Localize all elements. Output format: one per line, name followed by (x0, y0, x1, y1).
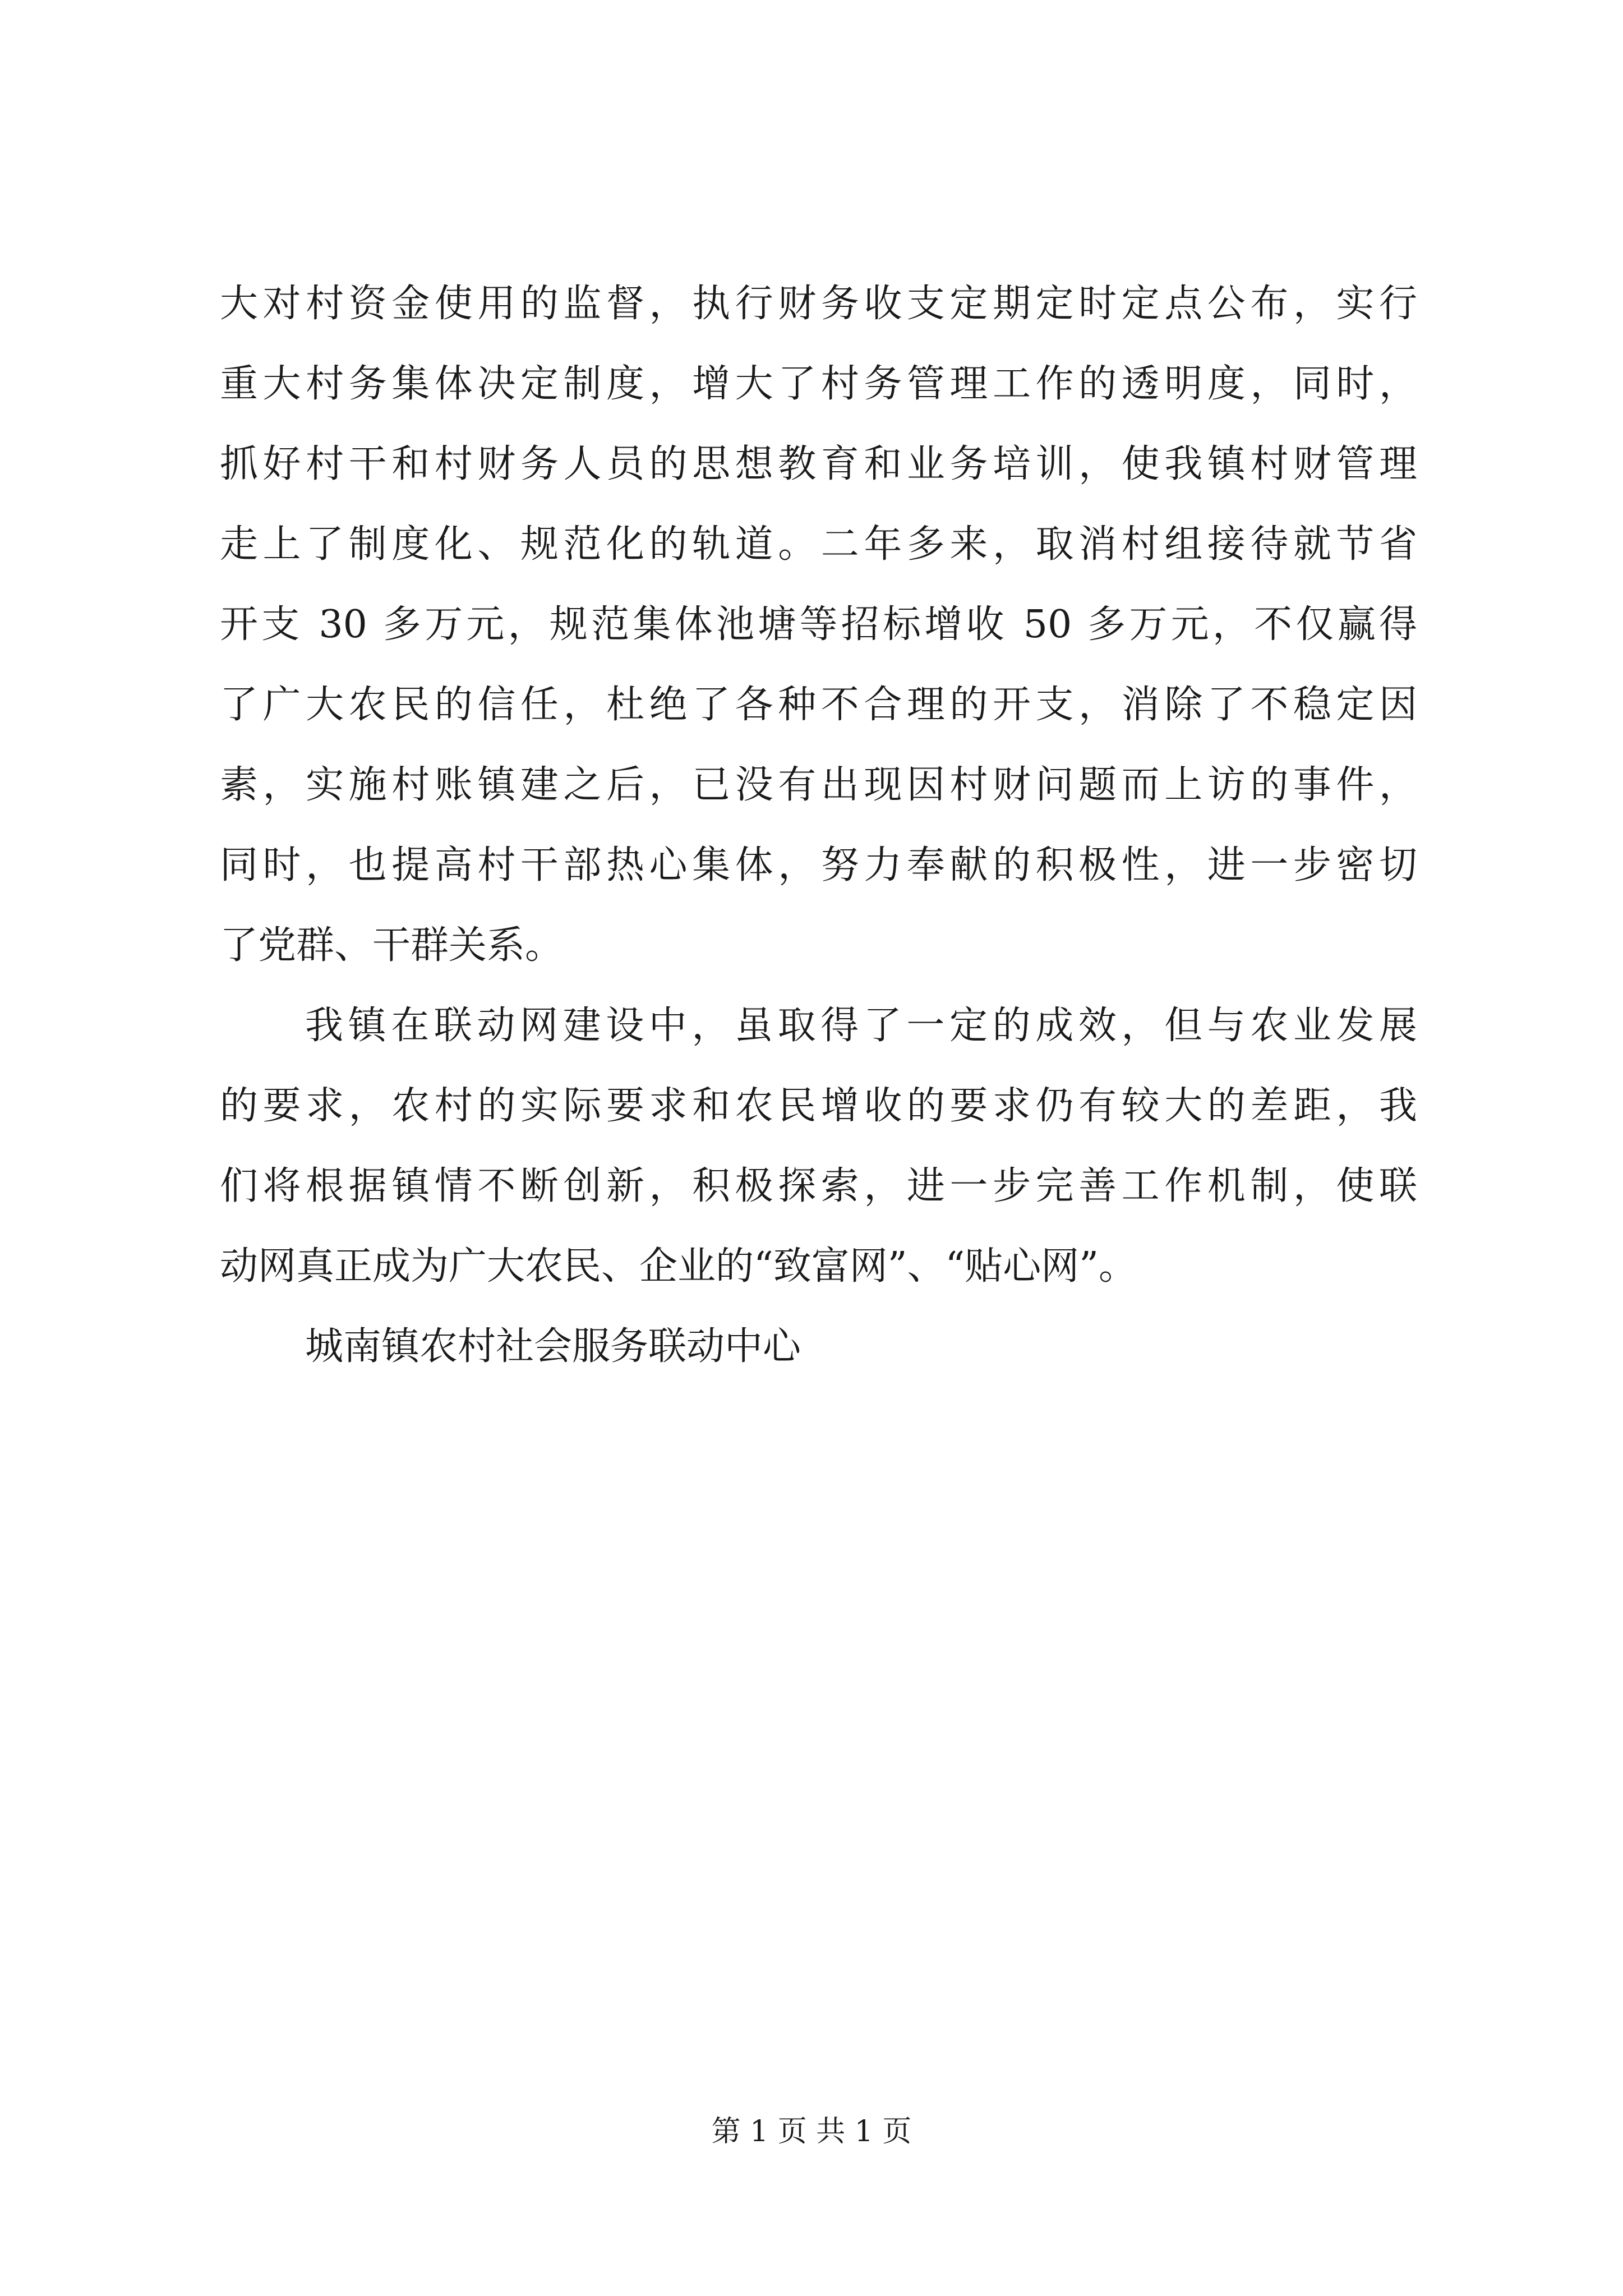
signature: 城南镇农村社会服务联动中心 (305, 1324, 801, 1369)
paragraph-line: 开支 30 多万元，规范集体池塘等招标增收 50 多万元，不仅赢得 (220, 602, 1417, 647)
paragraph-line: 的要求，农村的实际要求和农民增收的要求仍有较大的差距，我 (220, 1084, 1417, 1128)
paragraph-line: 重大村务集体决定制度，增大了村务管理工作的透明度，同时， (220, 362, 1417, 406)
paragraph-line: 同时，也提高村干部热心集体，努力奉献的积极性，进一步密切 (220, 843, 1417, 887)
paragraph-line: 我镇在联动网建设中，虽取得了一定的成效，但与农业发展 (305, 1004, 1417, 1048)
paragraph-line: 大对村资金使用的监督，执行财务收支定期定时定点公布，实行 (220, 282, 1417, 326)
paragraph-line: 素，实施村账镇建之后，已没有出现因村财问题而上访的事件， (220, 763, 1417, 807)
paragraph-line: 了党群、干群关系。 (220, 923, 564, 968)
paragraph-line: 了广大农民的信任，杜绝了各种不合理的开支，消除了不稳定因 (220, 683, 1417, 727)
page-footer: 第 1 页 共 1 页 (711, 2115, 912, 2148)
paragraph-line: 们将根据镇情不断创新，积极探索，进一步完善工作机制，使联 (220, 1164, 1417, 1208)
paragraph-line: 走上了制度化、规范化的轨道。二年多来，取消村组接待就节省 (220, 522, 1417, 567)
paragraph-line: 动网真正成为广大农民、企业的“致富网”、“贴心网”。 (220, 1244, 1137, 1289)
document-body (220, 264, 1417, 1387)
paragraph-line: 抓好村干和村财务人员的思想教育和业务培训，使我镇村财管理 (220, 442, 1417, 486)
